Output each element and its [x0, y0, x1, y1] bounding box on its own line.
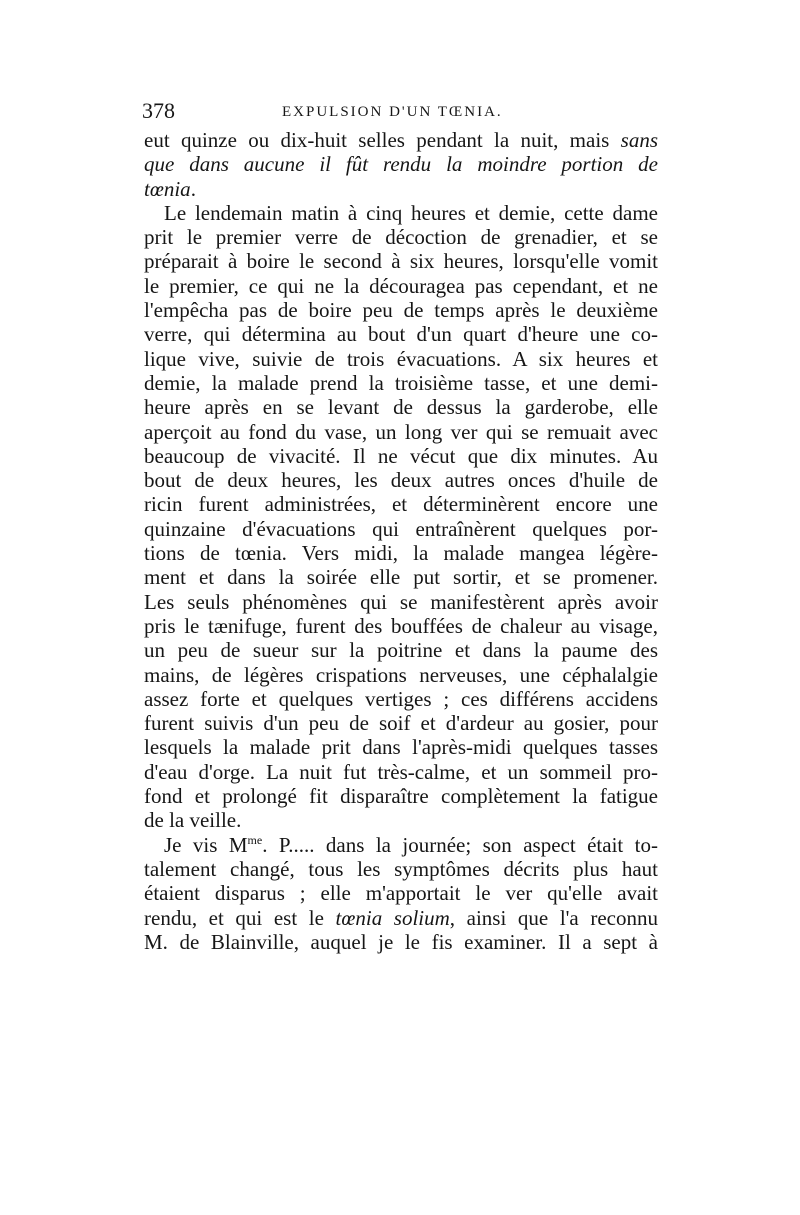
- text-line: quinzaine d'évacuations qui entraînèrent quelques por-: [144, 516, 658, 541]
- text-run: . P..... dans la journée; son aspect était to-: [262, 832, 658, 857]
- running-title: EXPULSION D'UN TŒNIA.: [282, 104, 503, 120]
- text-line: fond et prolongé fit disparaître complètement la fatigue: [144, 784, 658, 809]
- italic-run: tœnia solium: [335, 905, 450, 930]
- text-line: prit le premier verre de décoction de grenadier, et se: [144, 225, 658, 250]
- text-line: le premier, ce qui ne la découragea pas cependant, et ne: [144, 273, 658, 298]
- body-text: [144, 128, 658, 954]
- text-run: rendu, et qui est le: [144, 905, 336, 930]
- text-line: pris le tænifuge, furent des bouffées de chaleur au visage,: [144, 613, 658, 638]
- text-line: [144, 906, 658, 930]
- text-line: tions de tœnia. Vers midi, la malade mangea légère-: [144, 541, 658, 566]
- superscript: me: [247, 832, 263, 847]
- italic-run: sans: [620, 128, 658, 152]
- italic-run: tœnia: [144, 176, 191, 201]
- text-line: étaient disparus ; elle m'apportait le ver qu'elle avait: [144, 881, 658, 906]
- text-line: ricin furent administrées, et déterminèrent encore une: [144, 492, 658, 517]
- italic-run: que dans aucune il fût rendu la moindre portion de: [144, 152, 658, 177]
- text-line: [144, 128, 658, 152]
- text-run: , ainsi que l'a reconnu: [449, 905, 658, 930]
- text-line: beaucoup de vivacité. Il ne vécut que dix minutes. Au: [144, 443, 658, 468]
- text-run: eut quinze ou dix-huit selles pendant la nuit, mais: [144, 128, 621, 152]
- text-line: lesquels la malade prit dans l'après-midi quelques tasses: [144, 735, 658, 760]
- text-run: .: [190, 176, 196, 201]
- text-line: lique vive, suivie de trois évacuations. A six heures et: [144, 346, 658, 371]
- text-line: ment et dans la soirée elle put sortir, et se promener.: [144, 565, 658, 590]
- page-number: 378: [142, 98, 175, 123]
- text-line: Le lendemain matin à cinq heures et demie, cette dame: [164, 200, 658, 225]
- text-line: M. de Blainville, auquel je le fis examiner. Il a sept à: [144, 929, 658, 954]
- paragraph-cure-account: [144, 201, 658, 833]
- text-line: furent suivis d'un peu de soif et d'ardeur au gosier, pour: [144, 711, 658, 736]
- text-line: Les seuls phénomènes qui se manifestèrent après avoir: [144, 589, 658, 614]
- text-line: l'empêcha pas de boire peu de temps après le deuxième: [144, 298, 658, 323]
- text-line: de la veille.: [144, 808, 242, 833]
- text-line: talement changé, tous les symptômes décrits plus haut: [144, 856, 658, 881]
- text-line: verre, qui détermina au bout d'un quart d'heure une co-: [144, 322, 658, 347]
- text-line: aperçoit au fond du vase, un long ver qui se remuait avec: [144, 419, 658, 444]
- text-line: bout de deux heures, les deux autres onces d'huile de: [144, 468, 658, 493]
- text-line: mains, de légères crispations nerveuses, une céphalalgie: [144, 662, 658, 687]
- text-line: [144, 152, 658, 176]
- text-line: assez forte et quelques vertiges ; ces différens accidens: [144, 686, 658, 711]
- text-line: un peu de sueur sur la poitrine et dans la paume des: [144, 638, 658, 663]
- text-line: d'eau d'orge. La nuit fut très-calme, et un sommeil pro-: [144, 759, 658, 784]
- text-line: demie, la malade prend la troisième tasse, et une demi-: [144, 370, 658, 395]
- text-line: [144, 177, 658, 201]
- text-line: [144, 833, 658, 857]
- text-run: Je vis M: [164, 832, 248, 857]
- text-line: heure après en se levant de dessus la garderobe, elle: [144, 395, 658, 420]
- paragraph-continued: [144, 128, 658, 201]
- text-line: préparait à boire le second à six heures, lorsqu'elle vomit: [144, 249, 658, 274]
- paragraph-visit: [144, 833, 658, 954]
- page-header: [142, 98, 662, 126]
